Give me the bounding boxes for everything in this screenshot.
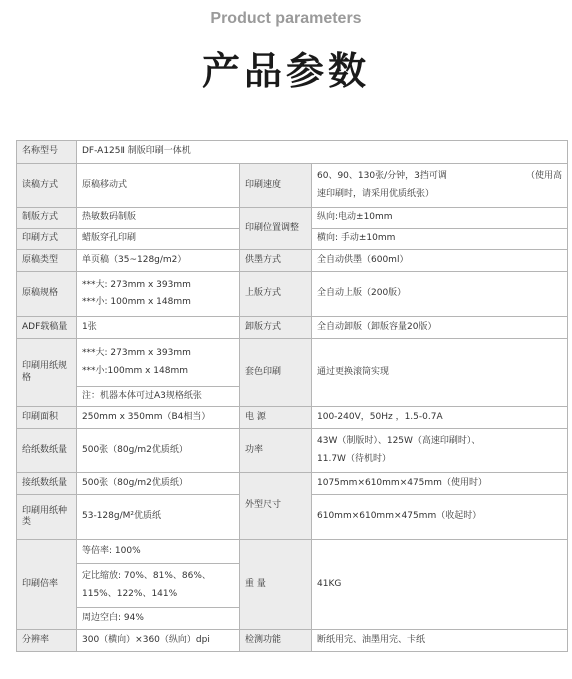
spec-table [16, 140, 568, 652]
row-label: 印刷用纸种类 [17, 495, 77, 540]
row-label: 接纸数纸量 [17, 473, 77, 495]
row-value: 610mm×610mm×475mm（收起时） [312, 495, 568, 540]
row-label: 卸版方式 [240, 317, 312, 339]
table-row [17, 272, 568, 317]
row-label: 印刷方式 [17, 229, 77, 250]
chinese-title: 产品参数 [201, 49, 370, 93]
table-row [17, 208, 568, 229]
size-max: ***大: 273mm x 393mm [82, 279, 191, 290]
row-value: 300（横向）×360（纵向）dpi [77, 630, 240, 652]
row-value: 等倍率: 100% [77, 540, 240, 564]
row-value: 全自动上版（200版） [312, 272, 568, 317]
row-value: 周边空白: 94% [77, 608, 240, 630]
table-row [17, 141, 568, 164]
row-value [77, 272, 240, 317]
row-label: 原稿规格 [17, 272, 77, 317]
row-value: 全自动供墨（600ml） [312, 250, 568, 272]
row-label: 套色印刷 [240, 339, 312, 407]
table-row [17, 473, 568, 495]
row-value: 1075mm×610mm×475mm（使用时） [312, 473, 568, 495]
table-row [17, 317, 568, 339]
speed-note: （使用高 [526, 170, 563, 181]
zoom-fixed-a: 定比缩放: 70%、81%、86%、 [82, 571, 211, 582]
table-row [17, 540, 568, 564]
row-label: ADF载稿量 [17, 317, 77, 339]
speed-text: 60、90、130张/分钟，3挡可调 [317, 170, 447, 181]
row-value: 1张 [77, 317, 240, 339]
watt-line-2: 11.7W（待机时） [317, 453, 391, 464]
watt-line-1: 43W（制版时）、125W（高速印刷时）、 [317, 436, 481, 447]
english-title: Product parameters [210, 10, 362, 27]
row-value: 100-240V，50Hz ，1.5-0.7A [312, 407, 568, 429]
table-row [17, 630, 568, 652]
row-value: 原稿移动式 [77, 164, 240, 208]
row-value: 纵向:电动±10mm [312, 208, 568, 229]
row-value: 41KG [312, 540, 568, 630]
row-label: 原稿类型 [17, 250, 77, 272]
row-label: 功率 [240, 429, 312, 473]
paper-max: ***大: 273mm x 393mm [82, 348, 191, 359]
row-value: 通过更换滚筒实现 [312, 339, 568, 407]
table-row [17, 250, 568, 272]
row-value: 500张（80g/m2优质纸） [77, 429, 240, 473]
row-label: 电 源 [240, 407, 312, 429]
row-label: 读稿方式 [17, 164, 77, 208]
row-label: 印刷面积 [17, 407, 77, 429]
row-value: 断纸用完、油墨用完、卡纸 [312, 630, 568, 652]
row-value: 53-128g/M²优质纸 [77, 495, 240, 540]
table-row [17, 339, 568, 387]
size-min: ***小: 100mm x 148mm [82, 297, 191, 307]
row-label: 印刷速度 [240, 164, 312, 208]
row-label: 印刷倍率 [17, 540, 77, 630]
speed-line-2: 速印刷时，请采用优质纸张） [317, 189, 435, 199]
row-label: 供墨方式 [240, 250, 312, 272]
row-value [77, 339, 240, 387]
row-value: 热敏数码制版 [77, 208, 240, 229]
row-label: 印刷位置调整 [240, 208, 312, 250]
row-label: 重 量 [240, 540, 312, 630]
row-label: 外型尺寸 [240, 473, 312, 540]
row-label: 分辨率 [17, 630, 77, 652]
row-value: 蜡版穿孔印刷 [77, 229, 240, 250]
row-value [77, 564, 240, 608]
row-value: 横向: 手动±10mm [312, 229, 568, 250]
row-value: 单页稿（35~128g/m2） [77, 250, 240, 272]
row-label: 名称型号 [17, 141, 77, 164]
row-label: 制版方式 [17, 208, 77, 229]
zoom-fixed-b: 115%、122%、141% [82, 588, 178, 599]
row-value: 500张（80g/m2优质纸） [77, 473, 240, 495]
table-row [17, 407, 568, 429]
row-label: 上版方式 [240, 272, 312, 317]
row-value: 注：机器本体可过A3规格纸张 [77, 387, 240, 407]
row-label: 印刷用纸规格 [17, 339, 77, 407]
row-value: 250mm x 350mm（B4相当） [77, 407, 240, 429]
row-value: DF-A125Ⅱ 制版印刷一体机 [77, 141, 568, 164]
row-value [312, 429, 568, 473]
table-row [17, 164, 568, 208]
speed-line-1 [317, 171, 562, 182]
row-value: 全自动卸版（卸版容量20版） [312, 317, 568, 339]
row-label: 检测功能 [240, 630, 312, 652]
table-row [17, 429, 568, 473]
paper-min: ***小:100mm x 148mm [82, 365, 189, 376]
row-label: 给纸数纸量 [17, 429, 77, 473]
row-value [312, 164, 568, 208]
